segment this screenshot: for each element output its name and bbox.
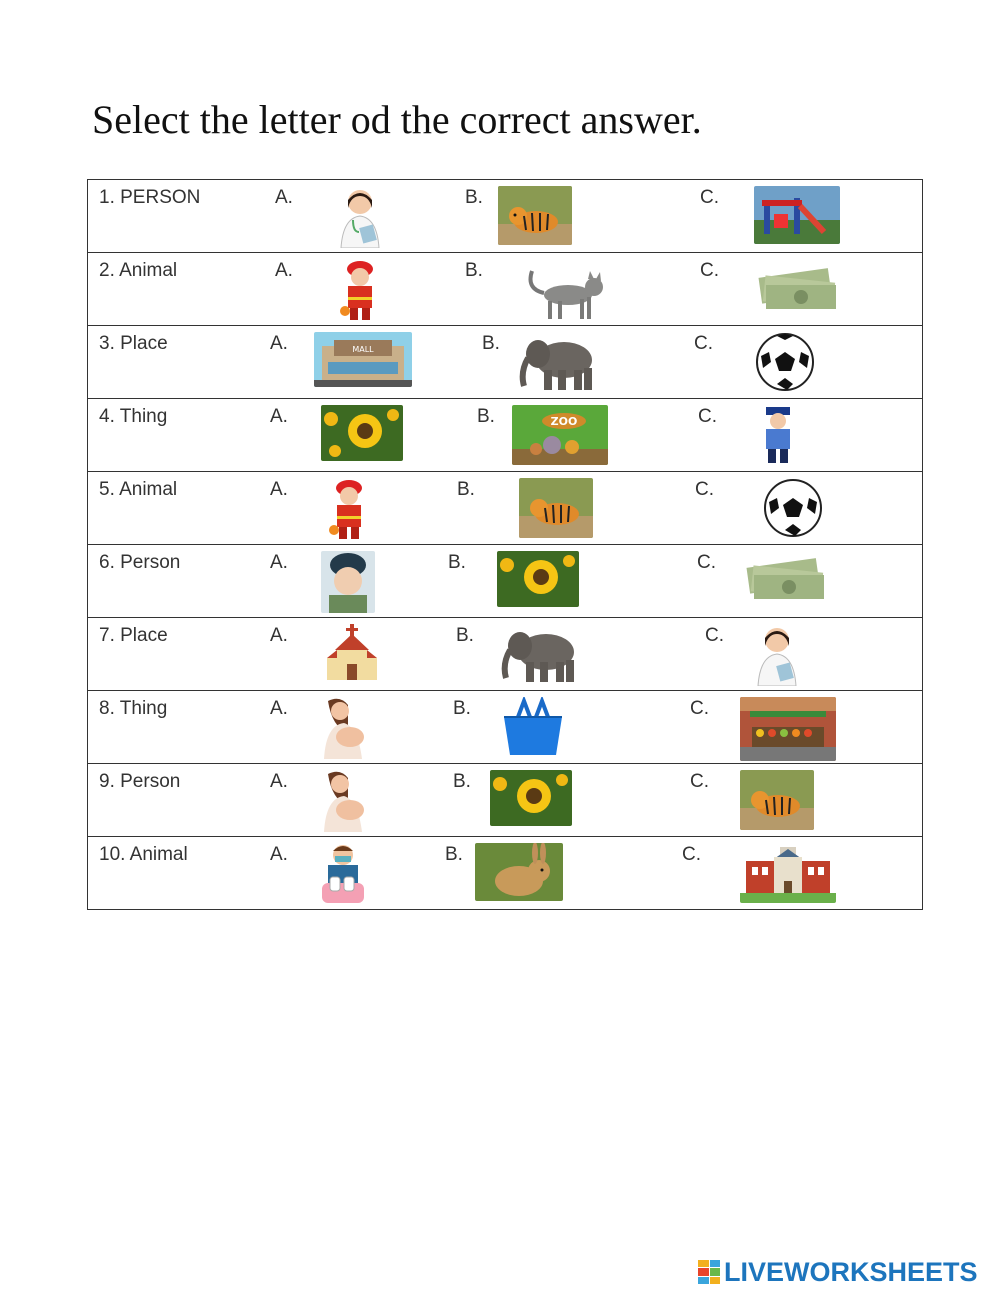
option-b-label[interactable]: B. [465, 260, 483, 281]
option-b-label[interactable]: B. [456, 625, 474, 646]
sunflower-picture[interactable] [321, 405, 403, 461]
tiger-picture[interactable] [519, 478, 593, 538]
baby-picture[interactable] [321, 551, 375, 613]
question-row [88, 253, 923, 326]
question-row [88, 326, 923, 399]
rabbit-picture[interactable] [475, 843, 563, 901]
tiger-picture[interactable] [498, 186, 572, 245]
question-row [88, 399, 923, 472]
option-c-label[interactable]: C. [705, 625, 724, 646]
option-c-label[interactable]: C. [700, 260, 719, 281]
church-picture[interactable] [323, 624, 381, 684]
question-label: 8. Thing [99, 698, 168, 719]
option-b-label[interactable]: B. [477, 406, 495, 427]
option-c-label[interactable]: C. [690, 771, 709, 792]
question-row [88, 618, 923, 691]
elephant-picture[interactable] [496, 624, 588, 684]
question-label: 4. Thing [99, 406, 168, 427]
playground-picture[interactable] [754, 186, 840, 244]
svg-text:ZOO: ZOO [550, 415, 578, 428]
option-b-label[interactable]: B. [448, 552, 466, 573]
option-c-label[interactable]: C. [697, 552, 716, 573]
money-picture[interactable] [754, 259, 842, 317]
option-b-label[interactable]: B. [465, 187, 483, 208]
question-row [88, 180, 923, 253]
option-a-label[interactable]: A. [275, 187, 293, 208]
question-label: 1. PERSON [99, 187, 201, 208]
question-label: 10. Animal [99, 844, 188, 865]
blue-bag-picture[interactable] [498, 697, 568, 757]
question-label: 7. Place [99, 625, 168, 646]
police-officer-picture[interactable] [756, 405, 800, 465]
option-a-label[interactable]: A. [270, 625, 288, 646]
mother-baby-picture[interactable] [318, 770, 372, 832]
option-a-label[interactable]: A. [270, 844, 288, 865]
option-c-label[interactable]: C. [698, 406, 717, 427]
option-c-label[interactable]: C. [682, 844, 701, 865]
money-picture[interactable] [742, 551, 828, 607]
question-label: 5. Animal [99, 479, 178, 500]
elephant-picture[interactable] [514, 332, 606, 392]
soccer-ball-picture[interactable] [755, 332, 815, 392]
question-label: 3. Place [99, 333, 168, 354]
option-a-label[interactable]: A. [270, 771, 288, 792]
option-c-label[interactable]: C. [695, 479, 714, 500]
doctor-picture[interactable] [331, 186, 389, 248]
doctor-picture[interactable] [748, 624, 806, 686]
option-b-label[interactable]: B. [457, 479, 475, 500]
tiger-picture[interactable] [740, 770, 814, 830]
question-row [88, 764, 923, 837]
market-picture[interactable] [740, 697, 836, 761]
option-c-label[interactable]: C. [700, 187, 719, 208]
firefighter-picture[interactable] [324, 478, 374, 540]
worksheet-title: Select the letter od the correct answer. [92, 97, 702, 142]
option-c-label[interactable]: C. [694, 333, 713, 354]
question-row [88, 691, 923, 764]
zoo-picture[interactable] [512, 405, 608, 465]
option-b-label[interactable]: B. [445, 844, 463, 865]
brand-footer [698, 1258, 978, 1286]
question-label: 9. Person [99, 771, 181, 792]
option-b-label[interactable]: B. [453, 698, 471, 719]
svg-text:MALL: MALL [352, 345, 374, 354]
question-row [88, 837, 923, 910]
liveworksheets-logo-icon [698, 1260, 720, 1284]
option-a-label[interactable]: A. [275, 260, 293, 281]
soccer-ball-picture[interactable] [763, 478, 823, 538]
cat-picture[interactable] [524, 259, 612, 321]
brand-name[interactable]: LIVEWORKSHEETS [724, 1256, 978, 1287]
firefighter-picture[interactable] [335, 259, 385, 321]
option-a-label[interactable]: A. [270, 552, 288, 573]
dentist-picture[interactable] [316, 843, 370, 905]
mall-picture[interactable] [314, 332, 412, 387]
question-table [87, 179, 923, 910]
option-a-label[interactable]: A. [270, 406, 288, 427]
question-label: 2. Animal [99, 260, 178, 281]
sunflower-picture[interactable] [497, 551, 579, 607]
option-c-label[interactable]: C. [690, 698, 709, 719]
mother-baby-picture[interactable] [318, 697, 372, 759]
school-picture[interactable] [740, 843, 836, 903]
option-b-label[interactable]: B. [482, 333, 500, 354]
question-label: 6. Person [99, 552, 181, 573]
option-a-label[interactable]: A. [270, 333, 288, 354]
option-b-label[interactable]: B. [453, 771, 471, 792]
question-row [88, 545, 923, 618]
option-a-label[interactable]: A. [270, 698, 288, 719]
question-row [88, 472, 923, 545]
option-a-label[interactable]: A. [270, 479, 288, 500]
sunflower-picture[interactable] [490, 770, 572, 826]
